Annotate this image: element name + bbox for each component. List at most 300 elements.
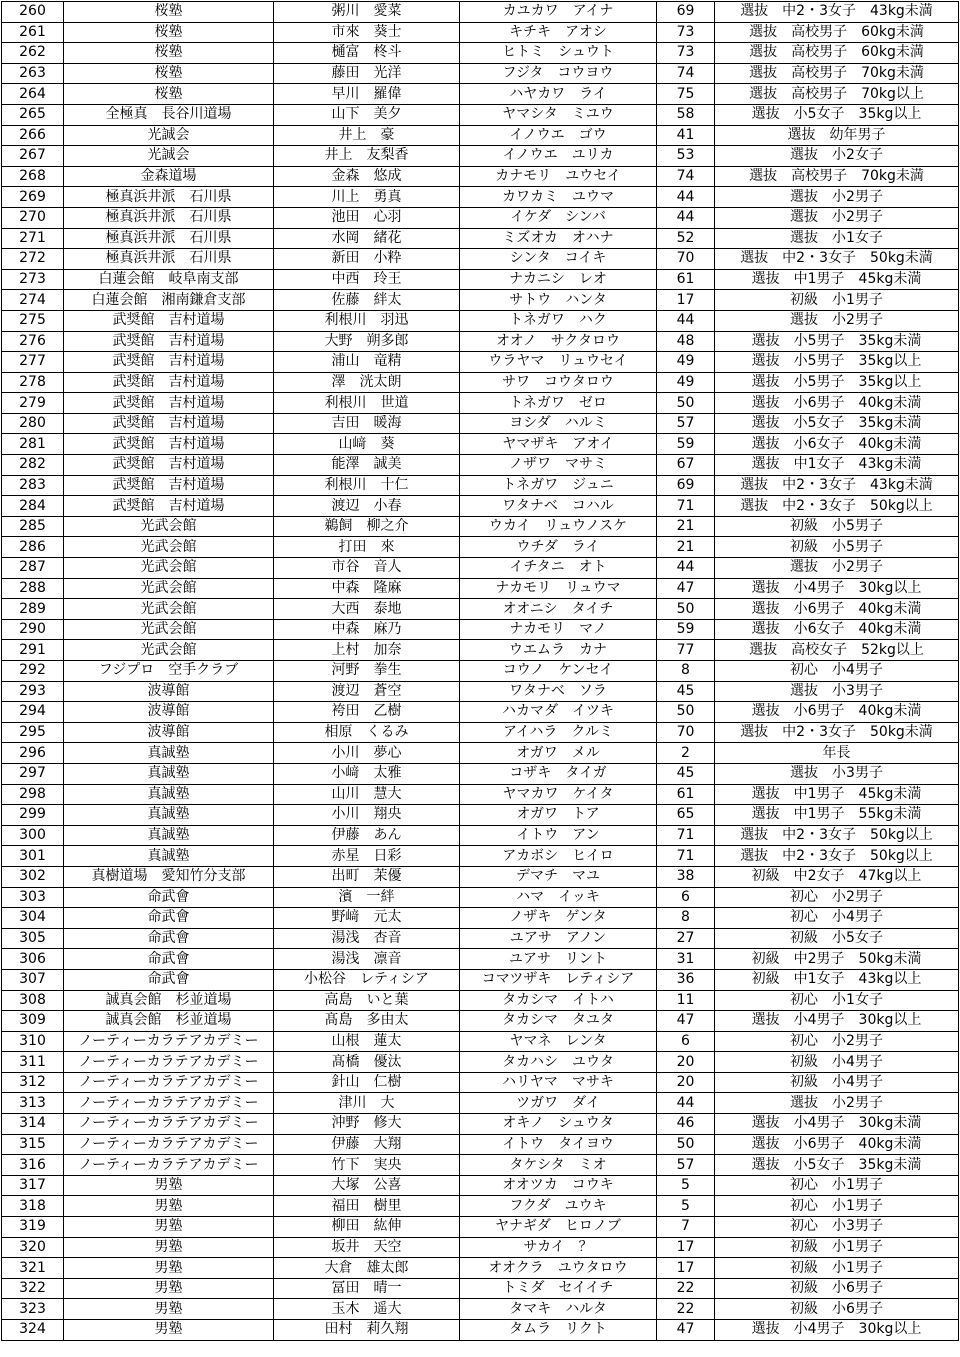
athlete-kana-cell: ナカモリ マノ xyxy=(460,619,657,640)
division-cell: 選抜 小6男子 40kg未満 xyxy=(715,1134,959,1155)
division-cell: 選抜 小6女子 40kg未満 xyxy=(715,619,959,640)
bracket-number-cell: 17 xyxy=(657,290,715,311)
entry-number-cell: 304 xyxy=(2,908,64,929)
entry-number-cell: 302 xyxy=(2,866,64,887)
bracket-number-cell: 65 xyxy=(657,805,715,826)
bracket-number-cell: 44 xyxy=(657,558,715,579)
table-row xyxy=(2,269,959,290)
dojo-name-cell: 武奨館 吉村道場 xyxy=(64,331,274,352)
entry-number-cell: 313 xyxy=(2,1093,64,1114)
athlete-kana-cell: ミズオカ オハナ xyxy=(460,228,657,249)
bracket-number-cell: 45 xyxy=(657,681,715,702)
dojo-name-cell: 武奨館 吉村道場 xyxy=(64,475,274,496)
table-row xyxy=(2,475,959,496)
division-cell: 選抜 中2・3女子 50kg以上 xyxy=(715,846,959,867)
athlete-kana-cell: オオクラ ユウタロウ xyxy=(460,1258,657,1279)
athlete-kana-cell: イトウ タイヨウ xyxy=(460,1134,657,1155)
division-cell: 初級 小1男子 xyxy=(715,1258,959,1279)
athlete-kana-cell: トネガワ ハク xyxy=(460,310,657,331)
entry-number-cell: 278 xyxy=(2,372,64,393)
table-row xyxy=(2,1299,959,1320)
entry-number-cell: 299 xyxy=(2,805,64,826)
division-cell: 初心 小1女子 xyxy=(715,990,959,1011)
athlete-kana-cell: タケシタ ミオ xyxy=(460,1155,657,1176)
bracket-number-cell: 74 xyxy=(657,166,715,187)
athlete-kana-cell: トネガワ ジュニ xyxy=(460,475,657,496)
bracket-number-cell: 53 xyxy=(657,146,715,167)
athlete-kana-cell: タカハシ ユウタ xyxy=(460,1052,657,1073)
division-cell: 選抜 小5女子 35kg以上 xyxy=(715,104,959,125)
entry-number-cell: 310 xyxy=(2,1031,64,1052)
athlete-name-cell: 伊藤 あん xyxy=(274,825,460,846)
bracket-number-cell: 41 xyxy=(657,125,715,146)
athlete-kana-cell: タカシマ イトハ xyxy=(460,990,657,1011)
dojo-name-cell: 真誠塾 xyxy=(64,763,274,784)
table-row xyxy=(2,207,959,228)
table-row xyxy=(2,537,959,558)
entry-number-cell: 264 xyxy=(2,84,64,105)
table-row xyxy=(2,1237,959,1258)
table-row xyxy=(2,1217,959,1238)
dojo-name-cell: 波導館 xyxy=(64,681,274,702)
athlete-name-cell: 川上 勇真 xyxy=(274,187,460,208)
entry-number-cell: 288 xyxy=(2,578,64,599)
bracket-number-cell: 17 xyxy=(657,1258,715,1279)
bracket-number-cell: 57 xyxy=(657,1155,715,1176)
dojo-name-cell: 男塾 xyxy=(64,1237,274,1258)
division-cell: 選抜 小6女子 40kg未満 xyxy=(715,434,959,455)
division-cell: 選抜 高校女子 52kg以上 xyxy=(715,640,959,661)
dojo-name-cell: 男塾 xyxy=(64,1258,274,1279)
athlete-kana-cell: デマチ マユ xyxy=(460,866,657,887)
athlete-kana-cell: オキノ シュウタ xyxy=(460,1114,657,1135)
entry-number-cell: 281 xyxy=(2,434,64,455)
division-cell: 選抜 小4男子 30kg以上 xyxy=(715,1320,959,1341)
division-cell: 選抜 中1男子 45kg未満 xyxy=(715,784,959,805)
bracket-number-cell: 69 xyxy=(657,475,715,496)
dojo-name-cell: 光誠会 xyxy=(64,125,274,146)
division-cell: 選抜 小5男子 35kg以上 xyxy=(715,372,959,393)
dojo-name-cell: 命武會 xyxy=(64,908,274,929)
division-cell: 選抜 中1男子 55kg未満 xyxy=(715,805,959,826)
athlete-kana-cell: イトウ アン xyxy=(460,825,657,846)
bracket-number-cell: 71 xyxy=(657,496,715,517)
table-row xyxy=(2,1278,959,1299)
athlete-kana-cell: ヨシダ ハルミ xyxy=(460,413,657,434)
entry-number-cell: 296 xyxy=(2,743,64,764)
athlete-name-cell: 相原 くるみ xyxy=(274,722,460,743)
athlete-name-cell: 中森 麻乃 xyxy=(274,619,460,640)
athlete-kana-cell: シンタ コイキ xyxy=(460,249,657,270)
table-row xyxy=(2,1052,959,1073)
entry-number-cell: 295 xyxy=(2,722,64,743)
bracket-number-cell: 7 xyxy=(657,1217,715,1238)
athlete-name-cell: 新田 小粋 xyxy=(274,249,460,270)
table-row xyxy=(2,599,959,620)
entry-number-cell: 279 xyxy=(2,393,64,414)
table-row xyxy=(2,1155,959,1176)
table-row xyxy=(2,84,959,105)
bracket-number-cell: 11 xyxy=(657,990,715,1011)
dojo-name-cell: 武奨館 吉村道場 xyxy=(64,434,274,455)
bracket-number-cell: 44 xyxy=(657,1093,715,1114)
table-row xyxy=(2,846,959,867)
athlete-kana-cell: ナカモリ リュウマ xyxy=(460,578,657,599)
dojo-name-cell: 光武会館 xyxy=(64,578,274,599)
dojo-name-cell: 光武会館 xyxy=(64,619,274,640)
table-row xyxy=(2,1196,959,1217)
entry-number-cell: 319 xyxy=(2,1217,64,1238)
bracket-number-cell: 5 xyxy=(657,1196,715,1217)
athlete-name-cell: 藤田 光洋 xyxy=(274,63,460,84)
division-cell: 初級 小4男子 xyxy=(715,1052,959,1073)
bracket-number-cell: 49 xyxy=(657,372,715,393)
athlete-kana-cell: コザキ タイガ xyxy=(460,763,657,784)
dojo-name-cell: 光武会館 xyxy=(64,599,274,620)
dojo-name-cell: 光武会館 xyxy=(64,558,274,579)
dojo-name-cell: 光武会館 xyxy=(64,640,274,661)
bracket-number-cell: 74 xyxy=(657,63,715,84)
athlete-kana-cell: タマキ ハルタ xyxy=(460,1299,657,1320)
dojo-name-cell: フジプロ 空手クラブ xyxy=(64,661,274,682)
athlete-kana-cell: フクダ ユウキ xyxy=(460,1196,657,1217)
bracket-number-cell: 22 xyxy=(657,1278,715,1299)
athlete-kana-cell: ノザワ マサミ xyxy=(460,455,657,476)
athlete-name-cell: 野﨑 元太 xyxy=(274,908,460,929)
athlete-name-cell: 能澤 誠美 xyxy=(274,455,460,476)
bracket-number-cell: 67 xyxy=(657,455,715,476)
dojo-name-cell: 男塾 xyxy=(64,1175,274,1196)
table-row xyxy=(2,1134,959,1155)
division-cell: 選抜 高校男子 60kg未満 xyxy=(715,22,959,43)
table-row xyxy=(2,352,959,373)
entry-number-cell: 307 xyxy=(2,969,64,990)
division-cell: 初級 小6男子 xyxy=(715,1299,959,1320)
table-row xyxy=(2,228,959,249)
table-row xyxy=(2,516,959,537)
entry-number-cell: 289 xyxy=(2,599,64,620)
dojo-name-cell: 桜塾 xyxy=(64,2,274,23)
division-cell: 選抜 中1女子 43kg未満 xyxy=(715,455,959,476)
table-row xyxy=(2,1175,959,1196)
dojo-name-cell: ノーティーカラテアカデミー xyxy=(64,1093,274,1114)
entry-number-cell: 268 xyxy=(2,166,64,187)
bracket-number-cell: 49 xyxy=(657,352,715,373)
entry-number-cell: 290 xyxy=(2,619,64,640)
entry-number-cell: 272 xyxy=(2,249,64,270)
athlete-kana-cell: ウラヤマ リュウセイ xyxy=(460,352,657,373)
athlete-name-cell: 澤 洸太朗 xyxy=(274,372,460,393)
entry-number-cell: 292 xyxy=(2,661,64,682)
athlete-name-cell: 市來 葵士 xyxy=(274,22,460,43)
division-cell: 選抜 中1男子 45kg未満 xyxy=(715,269,959,290)
table-row xyxy=(2,22,959,43)
athlete-kana-cell: カユカワ アイナ xyxy=(460,2,657,23)
athlete-name-cell: 濱 一絆 xyxy=(274,887,460,908)
athlete-kana-cell: サワ コウタロウ xyxy=(460,372,657,393)
entry-number-cell: 280 xyxy=(2,413,64,434)
bracket-number-cell: 6 xyxy=(657,887,715,908)
athlete-name-cell: 湯浅 凛音 xyxy=(274,949,460,970)
entry-number-cell: 297 xyxy=(2,763,64,784)
dojo-name-cell: 全極真 長谷川道場 xyxy=(64,104,274,125)
division-cell: 初級 小1男子 xyxy=(715,1237,959,1258)
table-row xyxy=(2,722,959,743)
division-cell: 初級 小5女子 xyxy=(715,928,959,949)
table-row xyxy=(2,104,959,125)
table-row xyxy=(2,290,959,311)
athlete-kana-cell: ハリヤマ マサキ xyxy=(460,1072,657,1093)
athlete-kana-cell: アカボシ ヒイロ xyxy=(460,846,657,867)
athlete-kana-cell: オオツカ コウキ xyxy=(460,1175,657,1196)
entry-number-cell: 270 xyxy=(2,207,64,228)
bracket-number-cell: 75 xyxy=(657,84,715,105)
bracket-number-cell: 59 xyxy=(657,434,715,455)
bracket-number-cell: 73 xyxy=(657,43,715,64)
athlete-name-cell: 伊藤 大翔 xyxy=(274,1134,460,1155)
bracket-number-cell: 31 xyxy=(657,949,715,970)
division-cell: 選抜 高校男子 70kg未満 xyxy=(715,63,959,84)
bracket-number-cell: 20 xyxy=(657,1072,715,1093)
roster-body xyxy=(2,2,959,1341)
table-row xyxy=(2,990,959,1011)
athlete-kana-cell: オガワ トア xyxy=(460,805,657,826)
athlete-name-cell: 小﨑 太雅 xyxy=(274,763,460,784)
athlete-kana-cell: ヤマシタ ミユウ xyxy=(460,104,657,125)
dojo-name-cell: 武奨館 吉村道場 xyxy=(64,352,274,373)
athlete-kana-cell: オオニシ タイチ xyxy=(460,599,657,620)
table-row xyxy=(2,434,959,455)
table-row xyxy=(2,928,959,949)
entry-number-cell: 316 xyxy=(2,1155,64,1176)
entry-number-cell: 273 xyxy=(2,269,64,290)
athlete-kana-cell: オガワ メル xyxy=(460,743,657,764)
dojo-name-cell: 波導館 xyxy=(64,702,274,723)
dojo-name-cell: 男塾 xyxy=(64,1217,274,1238)
bracket-number-cell: 50 xyxy=(657,599,715,620)
division-cell: 選抜 中2・3女子 50kg以上 xyxy=(715,496,959,517)
athlete-name-cell: 高島 いと葉 xyxy=(274,990,460,1011)
dojo-name-cell: 光武会館 xyxy=(64,537,274,558)
dojo-name-cell: 光誠会 xyxy=(64,146,274,167)
entry-number-cell: 320 xyxy=(2,1237,64,1258)
athlete-name-cell: 袴田 乙樹 xyxy=(274,702,460,723)
table-row xyxy=(2,558,959,579)
dojo-name-cell: 誠真会館 杉並道場 xyxy=(64,1011,274,1032)
athlete-kana-cell: イチタニ オト xyxy=(460,558,657,579)
dojo-name-cell: 白蓮会館 湘南鎌倉支部 xyxy=(64,290,274,311)
entry-number-cell: 262 xyxy=(2,43,64,64)
table-row xyxy=(2,661,959,682)
dojo-name-cell: 武奨館 吉村道場 xyxy=(64,413,274,434)
dojo-name-cell: 命武會 xyxy=(64,928,274,949)
athlete-kana-cell: カナモリ ユウセイ xyxy=(460,166,657,187)
dojo-name-cell: 真誠塾 xyxy=(64,846,274,867)
entry-number-cell: 282 xyxy=(2,455,64,476)
table-row xyxy=(2,125,959,146)
athlete-kana-cell: フジタ コウヨウ xyxy=(460,63,657,84)
bracket-number-cell: 44 xyxy=(657,310,715,331)
division-cell: 選抜 中2・3女子 50kg以上 xyxy=(715,825,959,846)
table-row xyxy=(2,166,959,187)
division-cell: 初心 小2男子 xyxy=(715,1031,959,1052)
athlete-name-cell: 田村 莉久翔 xyxy=(274,1320,460,1341)
bracket-number-cell: 22 xyxy=(657,1299,715,1320)
athlete-name-cell: 山根 蓮太 xyxy=(274,1031,460,1052)
entry-number-cell: 298 xyxy=(2,784,64,805)
dojo-name-cell: ノーティーカラテアカデミー xyxy=(64,1134,274,1155)
entry-number-cell: 324 xyxy=(2,1320,64,1341)
dojo-name-cell: 男塾 xyxy=(64,1299,274,1320)
bracket-number-cell: 50 xyxy=(657,1134,715,1155)
entry-number-cell: 291 xyxy=(2,640,64,661)
athlete-kana-cell: ワタナベ ソラ xyxy=(460,681,657,702)
entry-number-cell: 260 xyxy=(2,2,64,23)
athlete-kana-cell: ハヤカワ ライ xyxy=(460,84,657,105)
bracket-number-cell: 8 xyxy=(657,661,715,682)
bracket-number-cell: 2 xyxy=(657,743,715,764)
entry-number-cell: 318 xyxy=(2,1196,64,1217)
athlete-kana-cell: コマツザキ レティシア xyxy=(460,969,657,990)
athlete-kana-cell: ヤマネ レンタ xyxy=(460,1031,657,1052)
athlete-kana-cell: ユアサ リント xyxy=(460,949,657,970)
table-row xyxy=(2,866,959,887)
entry-number-cell: 303 xyxy=(2,887,64,908)
table-row xyxy=(2,805,959,826)
bracket-number-cell: 77 xyxy=(657,640,715,661)
athlete-kana-cell: ウエムラ カナ xyxy=(460,640,657,661)
division-cell: 選抜 小5女子 35kg未満 xyxy=(715,1155,959,1176)
bracket-number-cell: 27 xyxy=(657,928,715,949)
bracket-number-cell: 50 xyxy=(657,702,715,723)
dojo-name-cell: 武奨館 吉村道場 xyxy=(64,393,274,414)
bracket-number-cell: 38 xyxy=(657,866,715,887)
bracket-number-cell: 71 xyxy=(657,825,715,846)
division-cell: 選抜 小5男子 35kg未満 xyxy=(715,331,959,352)
bracket-number-cell: 69 xyxy=(657,2,715,23)
athlete-name-cell: 山川 慧大 xyxy=(274,784,460,805)
entry-number-cell: 311 xyxy=(2,1052,64,1073)
dojo-name-cell: 真誠塾 xyxy=(64,784,274,805)
entry-number-cell: 283 xyxy=(2,475,64,496)
entry-number-cell: 305 xyxy=(2,928,64,949)
table-row xyxy=(2,1258,959,1279)
division-cell: 初心 小3男子 xyxy=(715,1217,959,1238)
athlete-name-cell: 渡辺 蒼空 xyxy=(274,681,460,702)
table-row xyxy=(2,146,959,167)
athlete-name-cell: 水岡 緒花 xyxy=(274,228,460,249)
division-cell: 初心 小1男子 xyxy=(715,1196,959,1217)
roster-sheet xyxy=(1,1,959,1341)
athlete-name-cell: 柳田 紘伸 xyxy=(274,1217,460,1238)
table-row xyxy=(2,393,959,414)
athlete-kana-cell: ナカニシ レオ xyxy=(460,269,657,290)
bracket-number-cell: 52 xyxy=(657,228,715,249)
athlete-kana-cell: ツガワ ダイ xyxy=(460,1093,657,1114)
athlete-kana-cell: イケダ シンバ xyxy=(460,207,657,228)
dojo-name-cell: 男塾 xyxy=(64,1320,274,1341)
table-row xyxy=(2,640,959,661)
table-row xyxy=(2,1011,959,1032)
athlete-name-cell: 金森 悠成 xyxy=(274,166,460,187)
division-cell: 初級 中2女子 47kg以上 xyxy=(715,866,959,887)
division-cell: 選抜 小3男子 xyxy=(715,681,959,702)
entry-number-cell: 271 xyxy=(2,228,64,249)
athlete-name-cell: 上村 加奈 xyxy=(274,640,460,661)
division-cell: 選抜 小2女子 xyxy=(715,146,959,167)
athlete-name-cell: 鵜飼 柳之介 xyxy=(274,516,460,537)
bracket-number-cell: 8 xyxy=(657,908,715,929)
athlete-name-cell: 赤星 日彩 xyxy=(274,846,460,867)
athlete-name-cell: 小川 夢心 xyxy=(274,743,460,764)
bracket-number-cell: 45 xyxy=(657,763,715,784)
athlete-name-cell: 打田 來 xyxy=(274,537,460,558)
athlete-name-cell: 浦山 竜精 xyxy=(274,352,460,373)
athlete-kana-cell: ワタナベ コハル xyxy=(460,496,657,517)
division-cell: 選抜 小4男子 30kg未満 xyxy=(715,1114,959,1135)
bracket-number-cell: 20 xyxy=(657,1052,715,1073)
bracket-number-cell: 73 xyxy=(657,22,715,43)
athlete-kana-cell: タムラ リクト xyxy=(460,1320,657,1341)
division-cell: 選抜 中2・3女子 43kg未満 xyxy=(715,2,959,23)
bracket-number-cell: 71 xyxy=(657,846,715,867)
dojo-name-cell: 武奨館 吉村道場 xyxy=(64,455,274,476)
athlete-kana-cell: サトウ ハンタ xyxy=(460,290,657,311)
athlete-kana-cell: タカシマ タユタ xyxy=(460,1011,657,1032)
athlete-name-cell: 湯浅 杏音 xyxy=(274,928,460,949)
table-row xyxy=(2,63,959,84)
table-row xyxy=(2,2,959,23)
entry-number-cell: 300 xyxy=(2,825,64,846)
table-row xyxy=(2,1093,959,1114)
division-cell: 選抜 小4男子 30kg以上 xyxy=(715,1011,959,1032)
division-cell: 初心 小4男子 xyxy=(715,908,959,929)
division-cell: 選抜 中2・3女子 50kg未満 xyxy=(715,249,959,270)
entry-number-cell: 287 xyxy=(2,558,64,579)
entry-number-cell: 308 xyxy=(2,990,64,1011)
entry-number-cell: 277 xyxy=(2,352,64,373)
table-row xyxy=(2,1072,959,1093)
athlete-name-cell: 吉田 暖海 xyxy=(274,413,460,434)
dojo-name-cell: 武奨館 吉村道場 xyxy=(64,496,274,517)
table-row xyxy=(2,1114,959,1135)
dojo-name-cell: ノーティーカラテアカデミー xyxy=(64,1114,274,1135)
dojo-name-cell: 極真浜井派 石川県 xyxy=(64,249,274,270)
athlete-name-cell: 粥川 愛菜 xyxy=(274,2,460,23)
table-row xyxy=(2,249,959,270)
entry-number-cell: 269 xyxy=(2,187,64,208)
entry-number-cell: 323 xyxy=(2,1299,64,1320)
division-cell: 初級 中1女子 43kg以上 xyxy=(715,969,959,990)
dojo-name-cell: ノーティーカラテアカデミー xyxy=(64,1031,274,1052)
division-cell: 選抜 高校男子 70kg以上 xyxy=(715,84,959,105)
athlete-kana-cell: イノウエ ゴウ xyxy=(460,125,657,146)
athlete-name-cell: 井上 豪 xyxy=(274,125,460,146)
division-cell: 初級 中2男子 50kg未満 xyxy=(715,949,959,970)
athlete-kana-cell: ヤマカワ ケイタ xyxy=(460,784,657,805)
table-row xyxy=(2,969,959,990)
table-row xyxy=(2,1320,959,1341)
athlete-name-cell: 佐藤 絆太 xyxy=(274,290,460,311)
dojo-name-cell: 武奨館 吉村道場 xyxy=(64,310,274,331)
division-cell: 選抜 高校男子 70kg未満 xyxy=(715,166,959,187)
entry-number-cell: 267 xyxy=(2,146,64,167)
division-cell: 選抜 小2男子 xyxy=(715,1093,959,1114)
division-cell: 年長 xyxy=(715,743,959,764)
table-row xyxy=(2,619,959,640)
division-cell: 選抜 中2・3女子 50kg未満 xyxy=(715,722,959,743)
athlete-kana-cell: コウノ ケンセイ xyxy=(460,661,657,682)
